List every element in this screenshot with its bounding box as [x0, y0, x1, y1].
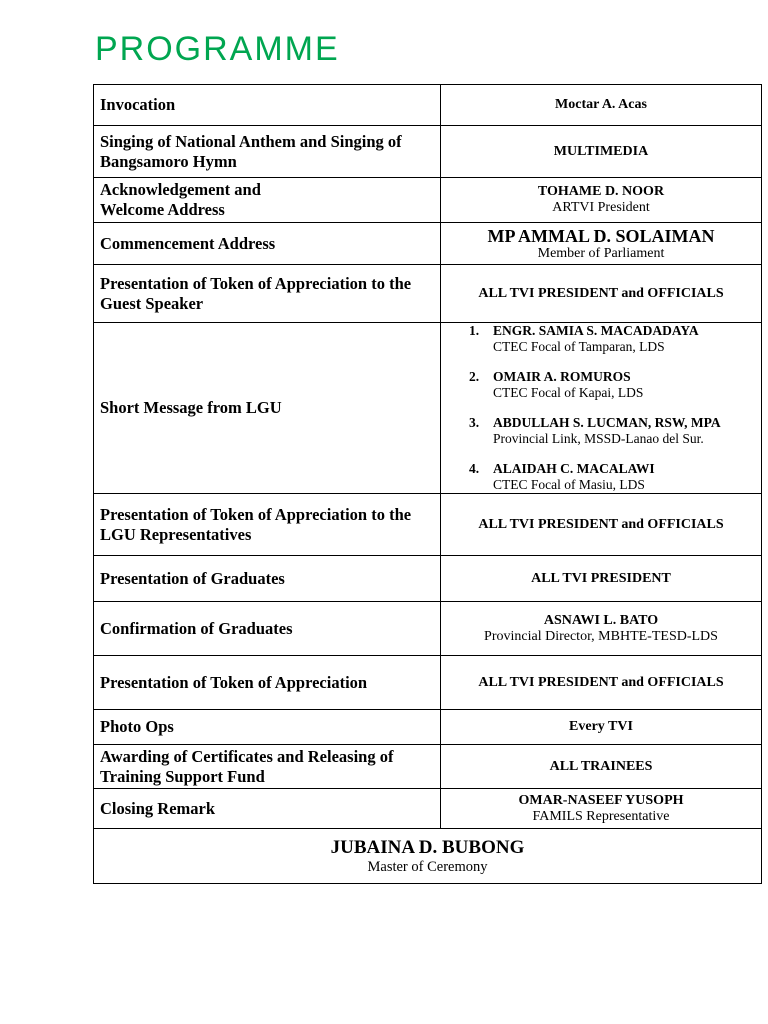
- programme-item: Awarding of Certificates and Releasing of Training Support Fund: [94, 745, 441, 789]
- person-role: FAMILS Representative: [532, 808, 670, 824]
- speaker-item: [469, 415, 761, 447]
- speaker-number: 4.: [469, 461, 480, 476]
- speaker-name: ABDULLAH S. LUCMAN, RSW, MPA: [493, 415, 721, 430]
- speaker-item: [469, 323, 761, 355]
- programme-person-cell: [441, 789, 762, 829]
- person-role: ARTVI President: [552, 200, 650, 215]
- person-name: OMAR-NASEEF YUSOPH: [518, 792, 684, 808]
- person-role: Member of Parliament: [537, 245, 665, 261]
- table-row: [94, 265, 762, 323]
- programme-item: Short Message from LGU: [94, 323, 441, 494]
- speaker-name: ENGR. SAMIA S. MACADADAYA: [493, 323, 699, 338]
- speaker-number: 3.: [469, 415, 480, 430]
- programme-item: Closing Remark: [94, 789, 441, 829]
- programme-item: Singing of National Anthem and Singing of Bangsamoro Hymn: [94, 126, 441, 178]
- table-row: [94, 223, 762, 265]
- speaker-role: CTEC Focal of Kapai, LDS: [493, 385, 644, 400]
- speaker-name: ALAIDAH C. MACALAWI: [493, 461, 655, 476]
- table-row: [94, 789, 762, 829]
- speaker-role: CTEC Focal of Tamparan, LDS: [493, 339, 665, 354]
- table-row: [94, 710, 762, 745]
- programme-item: Presentation of Token of Appreciation to the LGU Representatives: [94, 494, 441, 556]
- programme-person: ALL TVI PRESIDENT and OFFICIALS: [441, 265, 762, 323]
- programme-person: ALL TVI PRESIDENT and OFFICIALS: [441, 656, 762, 710]
- table-row: [94, 494, 762, 556]
- programme-person: Moctar A. Acas: [441, 85, 762, 126]
- mc-role: Master of Ceremony: [367, 858, 488, 875]
- speaker-name: OMAIR A. ROMUROS: [493, 369, 631, 384]
- person-name: TOHAME D. NOOR: [537, 184, 665, 199]
- page-title: PROGRAMME: [95, 30, 340, 68]
- mc-name: JUBAINA D. BUBONG: [330, 836, 525, 858]
- programme-item: Presentation of Token of Appreciation: [94, 656, 441, 710]
- table-row: [94, 126, 762, 178]
- person-name: MP AMMAL D. SOLAIMAN: [487, 225, 715, 246]
- programme-item: Presentation of Graduates: [94, 556, 441, 602]
- person-role: Provincial Director, MBHTE-TESD-LDS: [484, 628, 718, 644]
- table-row: [94, 178, 762, 223]
- programme-person-cell: [441, 178, 762, 223]
- speakers-cell: [441, 323, 762, 494]
- programme-item: [94, 178, 441, 223]
- speaker-role: Provincial Link, MSSD-Lanao del Sur.: [493, 431, 704, 446]
- programme-table: [93, 84, 762, 884]
- programme-person-cell: [441, 223, 762, 265]
- speaker-list: [441, 323, 761, 493]
- programme-person-cell: [441, 602, 762, 656]
- programme-item: Photo Ops: [94, 710, 441, 745]
- programme-person: ALL TRAINEES: [441, 745, 762, 789]
- speaker-role: CTEC Focal of Masiu, LDS: [493, 477, 645, 492]
- table-row: [94, 745, 762, 789]
- programme-person: ALL TVI PRESIDENT: [441, 556, 762, 602]
- table-row: [94, 323, 762, 494]
- speaker-item: [469, 369, 761, 401]
- person-name: ASNAWI L. BATO: [543, 612, 659, 628]
- table-row: [94, 602, 762, 656]
- table-row: [94, 556, 762, 602]
- speaker-number: 1.: [469, 323, 480, 338]
- programme-person: ALL TVI PRESIDENT and OFFICIALS: [441, 494, 762, 556]
- programme-item-line: Acknowledgement and: [100, 180, 261, 199]
- table-row: [94, 656, 762, 710]
- master-of-ceremony-cell: [94, 829, 762, 884]
- speaker-item: [469, 461, 761, 493]
- table-row: [94, 829, 762, 884]
- programme-item: Invocation: [94, 85, 441, 126]
- speaker-number: 2.: [469, 369, 480, 384]
- programme-item: Confirmation of Graduates: [94, 602, 441, 656]
- programme-person: MULTIMEDIA: [441, 126, 762, 178]
- table-row: [94, 85, 762, 126]
- programme-item-line: Welcome Address: [100, 200, 225, 219]
- programme-item: Presentation of Token of Appreciation to the Guest Speaker: [94, 265, 441, 323]
- programme-item: Commencement Address: [94, 223, 441, 265]
- programme-person: Every TVI: [441, 710, 762, 745]
